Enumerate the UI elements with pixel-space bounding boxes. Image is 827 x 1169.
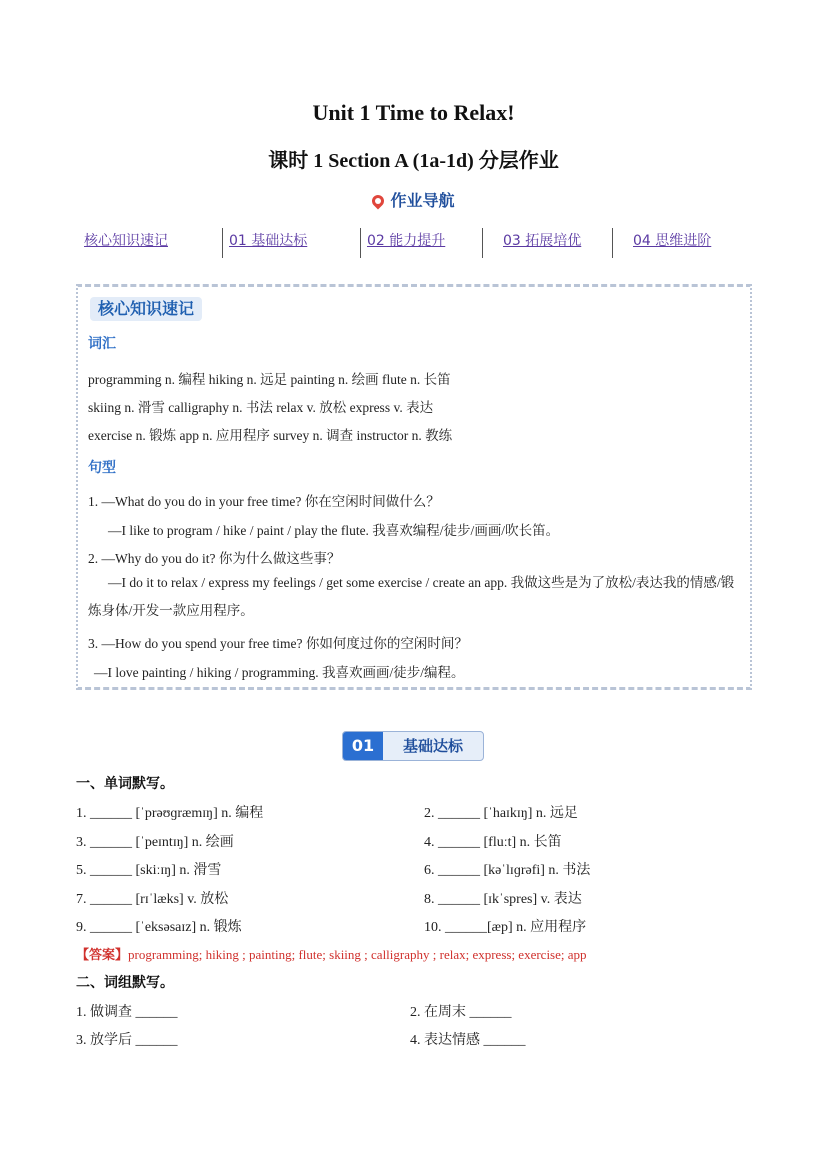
section-name: 基础达标 <box>402 737 463 755</box>
part2-heading: 二、词组默写。 <box>76 975 174 991</box>
phrase-item: 2. 在周末 ______ <box>410 1005 512 1020</box>
word-item: 2. ______ [ˈhaɪkɪŋ] n. 远足 <box>424 806 578 821</box>
vocab-heading: 词汇 <box>88 336 116 352</box>
nav-separator <box>360 228 361 258</box>
phrase-item: 1. 做调查 ______ <box>76 1005 178 1020</box>
nav-link-basic[interactable]: 01 基础达标 <box>229 233 308 249</box>
word-item: 6. ______ [kəˈlɪɡrəfi] n. 书法 <box>424 863 591 878</box>
homework-nav-heading <box>0 188 827 211</box>
word-item: 5. ______ [skiːɪŋ] n. 滑雪 <box>76 863 222 878</box>
location-pin-icon <box>370 193 387 210</box>
nav-link-ability[interactable]: 02 能力提升 <box>367 233 446 249</box>
vocab-line: programming n. 编程 hiking n. 远足 painting n. 绘画 flute n. 长笛 <box>88 372 451 387</box>
nav-separator <box>612 228 613 258</box>
nav-heading-label: 作业导航 <box>390 191 455 210</box>
word-item: 4. ______ [fluːt] n. 长笛 <box>424 835 562 850</box>
sentence-line: 1. —What do you do in your free time? 你在空闲时间做什么？ <box>88 494 440 509</box>
word-item: 3. ______ [ˈpeɪntɪŋ] n. 绘画 <box>76 835 234 850</box>
part1-heading: 一、单词默写。 <box>76 776 174 792</box>
sentence-line: 3. —How do you spend your free time? 你如何度过你的空闲时间？ <box>88 636 468 651</box>
core-knowledge-box <box>76 284 752 690</box>
nav-separator <box>482 228 483 258</box>
word-item: 8. ______ [ɪkˈspres] v. 表达 <box>424 892 582 907</box>
sentence-line: —I love painting / hiking / programming. 我喜欢画画/徒步/编程。 <box>94 665 465 680</box>
vocab-line: skiing n. 滑雪 calligraphy n. 书法 relax v. 放松 express v. 表达 <box>88 400 434 415</box>
word-item: 9. ______ [ˈeksəsaɪz] n. 锻炼 <box>76 920 242 935</box>
section-number: 01 <box>343 732 383 760</box>
answer-text: programming; hiking ; painting; flute; skiing ; calligraphy ; relax; express; exercise; app <box>128 947 587 962</box>
nav-link-core-knowledge[interactable]: 核心知识速记 <box>84 233 168 249</box>
nav-link-thinking[interactable]: 04 思维进阶 <box>633 233 712 249</box>
sentence-line: 2. —Why do you do it? 你为什么做这些事？ <box>88 551 341 566</box>
word-item: 10. ______[æp] n. 应用程序 <box>424 920 587 935</box>
phrase-item: 4. 表达情感 ______ <box>410 1033 526 1048</box>
core-knowledge-tag: 核心知识速记 <box>90 297 202 321</box>
word-item: 7. ______ [rɪˈlæks] v. 放松 <box>76 892 229 907</box>
phrase-item: 3. 放学后 ______ <box>76 1033 178 1048</box>
answer-line <box>76 944 587 963</box>
sentence-heading: 句型 <box>88 460 116 476</box>
section-badge-basic <box>342 731 484 761</box>
page-title: Unit 1 Time to Relax! <box>312 100 515 125</box>
vocab-line: exercise n. 锻炼 app n. 应用程序 survey n. 调查 instructor n. 教练 <box>88 428 453 443</box>
sentence-line: —I do it to relax / express my feelings / get some exercise / create an app. 我做这些是为了放松/表达我的情感/锻炼身体/开发一款应用程序。 <box>88 575 735 618</box>
word-item: 1. ______ [ˈprəʊɡræmɪŋ] n. 编程 <box>76 806 264 821</box>
nav-separator <box>222 228 223 258</box>
nav-link-extension[interactable]: 03 拓展培优 <box>503 233 582 249</box>
answer-tag: 【答案】 <box>76 948 129 963</box>
sentence-line: —I like to program / hike / paint / play the flute. 我喜欢编程/徒步/画画/吹长笛。 <box>108 523 560 538</box>
page-subtitle: 课时 1 Section A (1a-1d) 分层作业 <box>268 150 559 172</box>
homework-nav-bar <box>76 228 752 258</box>
